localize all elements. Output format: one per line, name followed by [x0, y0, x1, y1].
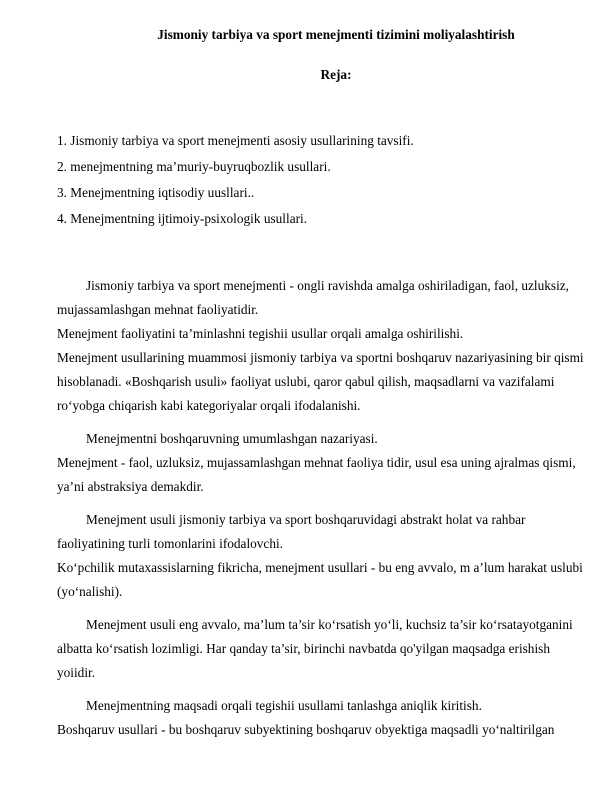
paragraph: Jismoniy tarbiya va sport menejmenti - ongli ravishda amalga oshiriladigan, faol, uzluksiz, mujassamlashgan mehnat faoliyatidir.: [57, 278, 570, 317]
paragraph: Menejment - faol, uzluksiz, mujassamlashgan mehnat faoliya tidir, usul esa uning ajralmas qismi, ya’ni abstraksiya demakdir.: [57, 455, 576, 494]
plan-list: [57, 128, 587, 232]
paragraph: Menejmentni boshqaruvning umumlashgan nazariyasi.: [86, 431, 378, 446]
document-title: Jismoniy tarbiya va sport menejmenti tizimini moliyalashtirish: [157, 27, 515, 42]
paragraph: Menejmentning maqsadi orqali tegishii usullami tanlashga aniqlik kiritish.: [86, 698, 482, 713]
paragraph: Boshqaruv usullari - bu boshqaruv subyektining boshqaruv obyektiga maqsadli yo‘naltirilgan: [57, 722, 555, 737]
paragraph: Menejment usuli eng avvalo, ma’lum ta’sir ko‘rsatish yo‘li, kuchsiz ta’sir ko‘rsatayotganini albatta ko‘rsatish lozimligi. Har qanday ta’sir, birinchi navbatda qo'yilgan maqsadga erishish yoiidir.: [57, 617, 573, 680]
plan-heading: Reja:: [320, 67, 352, 82]
plan-item: 4. Menejmentning ijtimoiy-psixologik usullari.: [57, 211, 308, 226]
plan-item: 2. menejmentning ma’muriy-buyruqbozlik usullari.: [57, 159, 331, 174]
paragraph: Menejment usuli jismoniy tarbiya va sport boshqaruvidagi abstrakt holat va rahbar faoliyatining turli tomonlarini ifodalovchi.: [57, 512, 526, 551]
paragraph: Menejment faoliyatini ta’minlashni tegishii usullar orqali amalga oshirilishi.: [57, 326, 464, 341]
plan-item: 3. Menejmentning iqtisodiy uusllari..: [57, 185, 255, 200]
paragraph: Menejment usullarining muammosi jismoniy tarbiya va sportni boshqaruv nazariyasining bir qismi hisoblanadi. «Boshqarish usuli» faoliyat uslubi, qaror qabul qilish, maqsadlarni va vazifalami ro‘yobga chiqarish kabi kategoriyalar orqali ifodalanishi.: [57, 350, 584, 413]
paragraph: Ko‘pchilik mutaxassislarning fikricha, menejment usullari - bu eng avvalo, m a’lum harakat uslubi (yo‘nalishi).: [57, 560, 583, 599]
document-body: [57, 274, 587, 742]
plan-item: 1. Jismoniy tarbiya va sport menejmenti asosiy usullarining tavsifi.: [57, 133, 414, 148]
